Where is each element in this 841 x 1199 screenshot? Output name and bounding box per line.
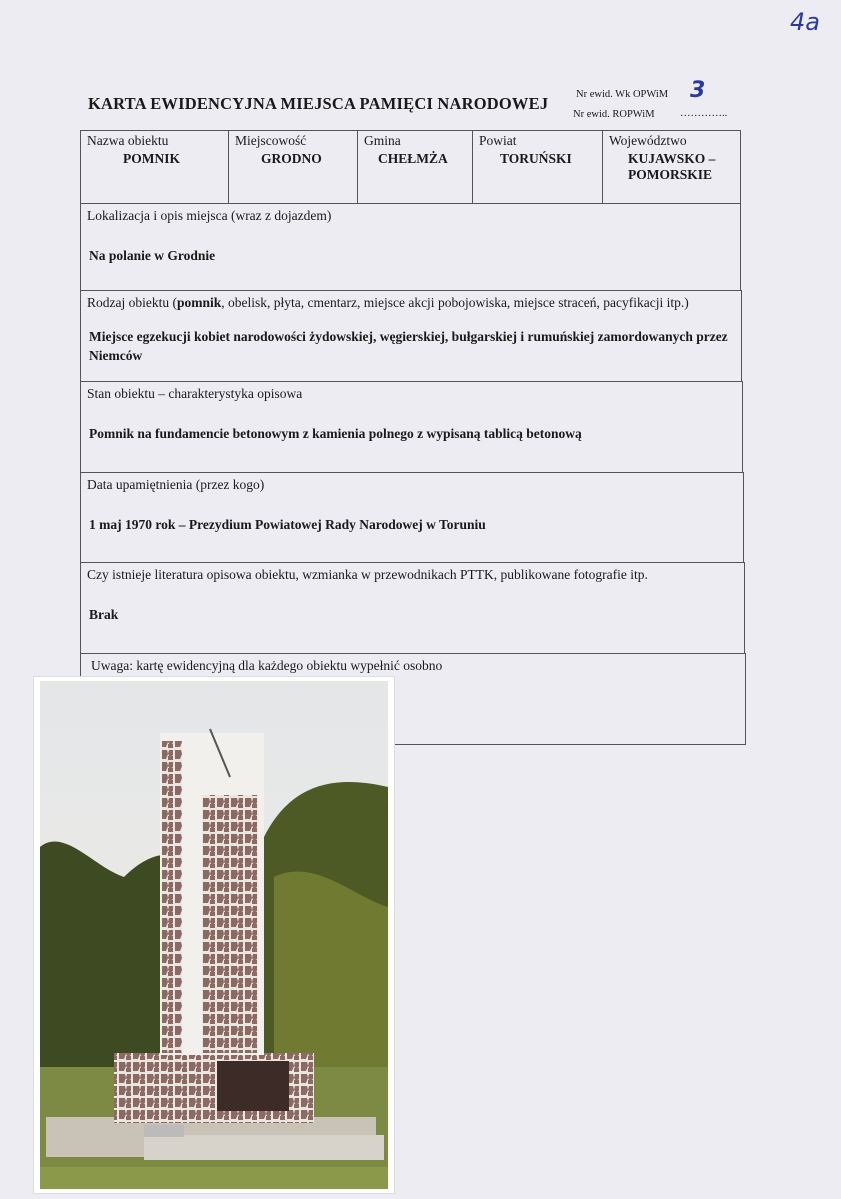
nr-ewid-wk-label: Nr ewid. Wk OPWiM (576, 89, 669, 100)
row-value: Brak (89, 607, 119, 622)
nr-ewid-ro-label: Nr ewid. ROPWiM (573, 109, 655, 120)
cell-wojewodztwo (602, 130, 741, 204)
row-data-upamietnienia (80, 472, 744, 563)
nr-ewid-ro-value: ………….. (680, 108, 728, 119)
page-mark: 4a (790, 8, 820, 36)
cell-label: Województwo (609, 133, 687, 148)
cell-value: POMNIK (123, 151, 180, 166)
row-value: Miejsce egzekucji kobiet narodowości żydowskiej, węgierskiej, bułgarskiej i rumuńskiej zamordowanych przez Niemców (89, 329, 728, 363)
cell-label: Miejscowość (235, 133, 307, 148)
cell-gmina (357, 130, 473, 204)
monument-photo (33, 676, 395, 1194)
row-value: Pomnik na fundamencie betonowym z kamienia polnego z wypisaną tablicą betonową (89, 426, 582, 441)
cell-label: Gmina (364, 133, 401, 148)
cell-value: TORUŃSKI (500, 151, 572, 166)
monument-photo-drawing (34, 677, 394, 1193)
row-label: Stan obiektu – charakterystyka opisowa (87, 386, 303, 401)
cell-nazwa-obiektu (80, 130, 229, 204)
cell-miejscowosc (228, 130, 358, 204)
cell-value: KUJAWSKO – POMORSKIE (628, 151, 716, 182)
cell-value: GRODNO (261, 151, 322, 166)
label-bold: pomnik (176, 295, 222, 310)
row-rodzaj-obiektu (80, 290, 742, 382)
row-label: Data upamiętnienia (przez kogo) (87, 477, 265, 492)
row-label (81, 291, 741, 315)
cell-powiat (472, 130, 603, 204)
row-lokalizacja (80, 203, 741, 291)
nr-ewid-wk-value: 3 (690, 78, 706, 103)
cell-label: Powiat (479, 133, 517, 148)
row-literatura (80, 562, 745, 654)
row-value: Na polanie w Grodnie (89, 248, 216, 263)
row-stan-obiektu (80, 381, 743, 473)
row-label: Lokalizacja i opis miejsca (wraz z dojazdem) (87, 208, 332, 223)
row-label: Uwaga: kartę ewidencyjną dla każdego obiektu wypełnić osobno (91, 658, 443, 673)
label-part: Rodzaj obiektu ( (87, 295, 177, 310)
row-value: 1 maj 1970 rok – Prezydium Powiatowej Rady Narodowej w Toruniu (89, 517, 486, 532)
cell-label: Nazwa obiektu (87, 133, 169, 148)
row-label: Czy istnieje literatura opisowa obiektu, wzmianka w przewodnikach PTTK, publikowane fotografie itp. (87, 567, 648, 582)
cell-value: CHEŁMŻA (378, 151, 448, 166)
document-title: KARTA EWIDENCYJNA MIEJSCA PAMIĘCI NARODOWEJ (88, 94, 549, 113)
label-part: , obelisk, płyta, cmentarz, miejsce akcji pobojowiska, miejsce straceń, pacyfikacji itp.) (221, 295, 689, 310)
